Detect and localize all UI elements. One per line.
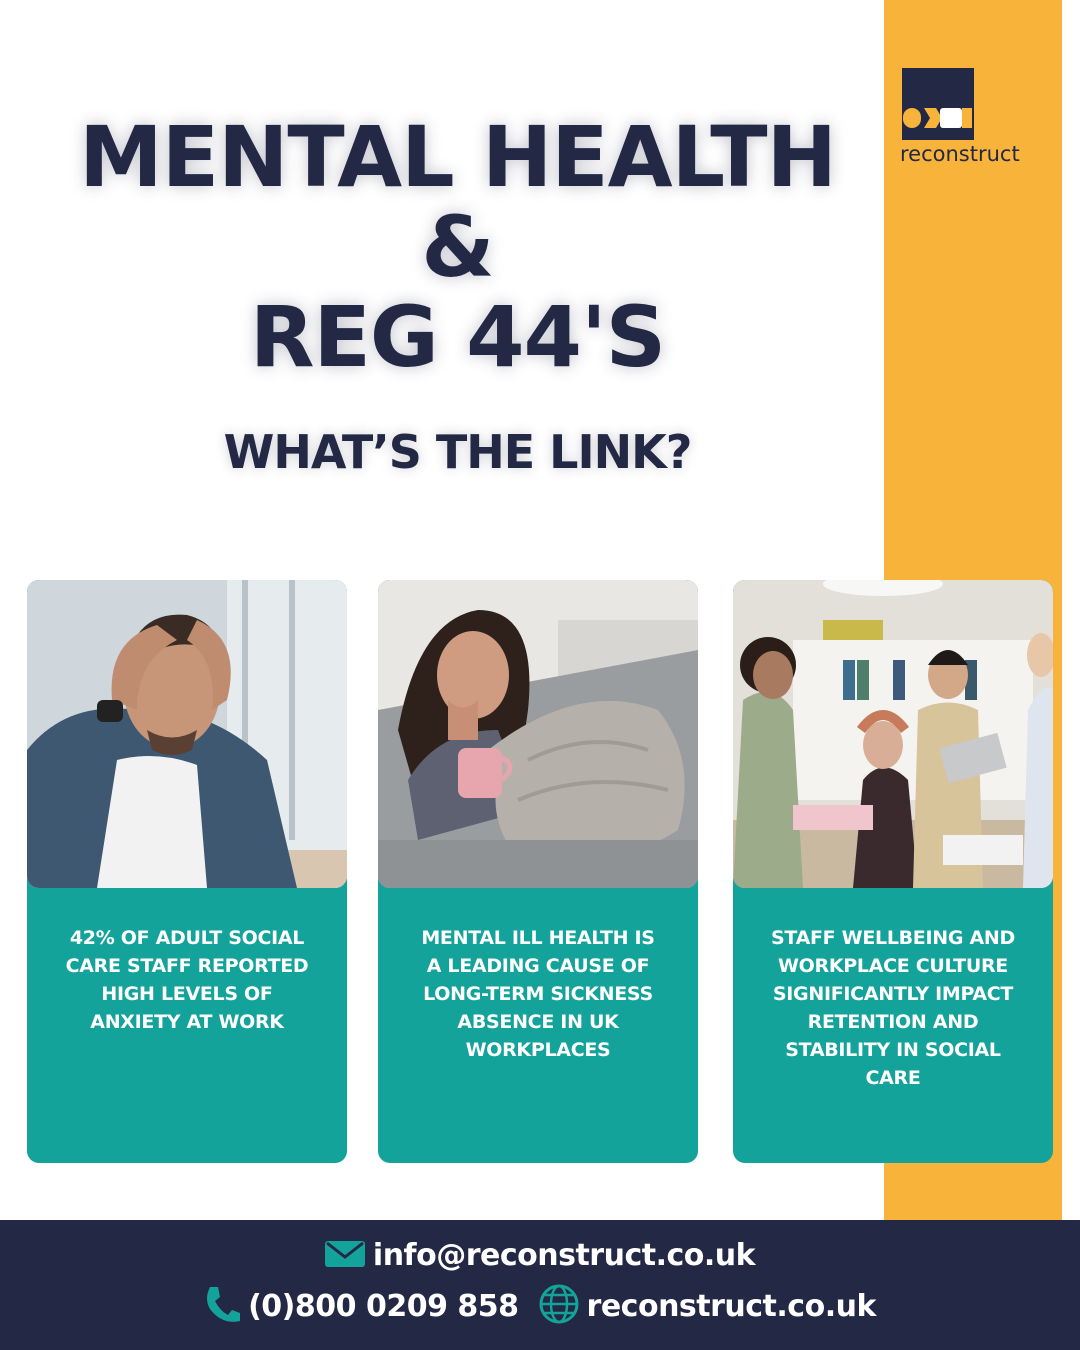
phone-link[interactable]: (0)800 0209 858 [248,1288,519,1324]
stat-card-text: MENTAL ILL HEALTH IS A LEADING CAUSE OF LONG-TERM SICKNESS ABSENCE IN UK WORKPLACES [421,927,655,1061]
email-link[interactable]: info@reconstruct.co.uk [372,1238,756,1273]
globe-icon [539,1284,579,1328]
headline-line-2: & [421,198,494,296]
phone-website-row [0,1284,1080,1328]
website-link[interactable]: reconstruct.co.uk [586,1288,876,1324]
headline [0,108,915,386]
stat-card-text: STAFF WELLBEING AND WORKPLACE CULTURE SIGNIFICANTLY IMPACT RETENTION AND STABILITY IN SOCIAL CARE [771,927,1015,1089]
headline-subtitle: WHAT’S THE LINK? [223,425,692,479]
headline-line-1: MENTAL HEALTH [79,108,836,206]
stat-card-text: 42% OF ADULT SOCIAL CARE STAFF REPORTED HIGH LEVELS OF ANXIETY AT WORK [65,927,309,1033]
email-row [0,1238,1080,1273]
headline-line-3: REG 44'S [249,288,666,386]
phone-icon [204,1285,240,1327]
stat-card-sickness [378,580,698,1163]
contact-footer [0,1220,1080,1350]
sick-woman-under-blanket-photo [378,580,698,888]
brand-name: reconstruct [900,142,1020,166]
stat-card-retention [733,580,1053,1163]
stat-card-anxiety [27,580,347,1163]
stressed-man-photo [27,580,347,888]
envelope-icon [325,1239,365,1273]
brand-logo[interactable] [900,68,1040,166]
team-meeting-office-photo [733,580,1053,888]
